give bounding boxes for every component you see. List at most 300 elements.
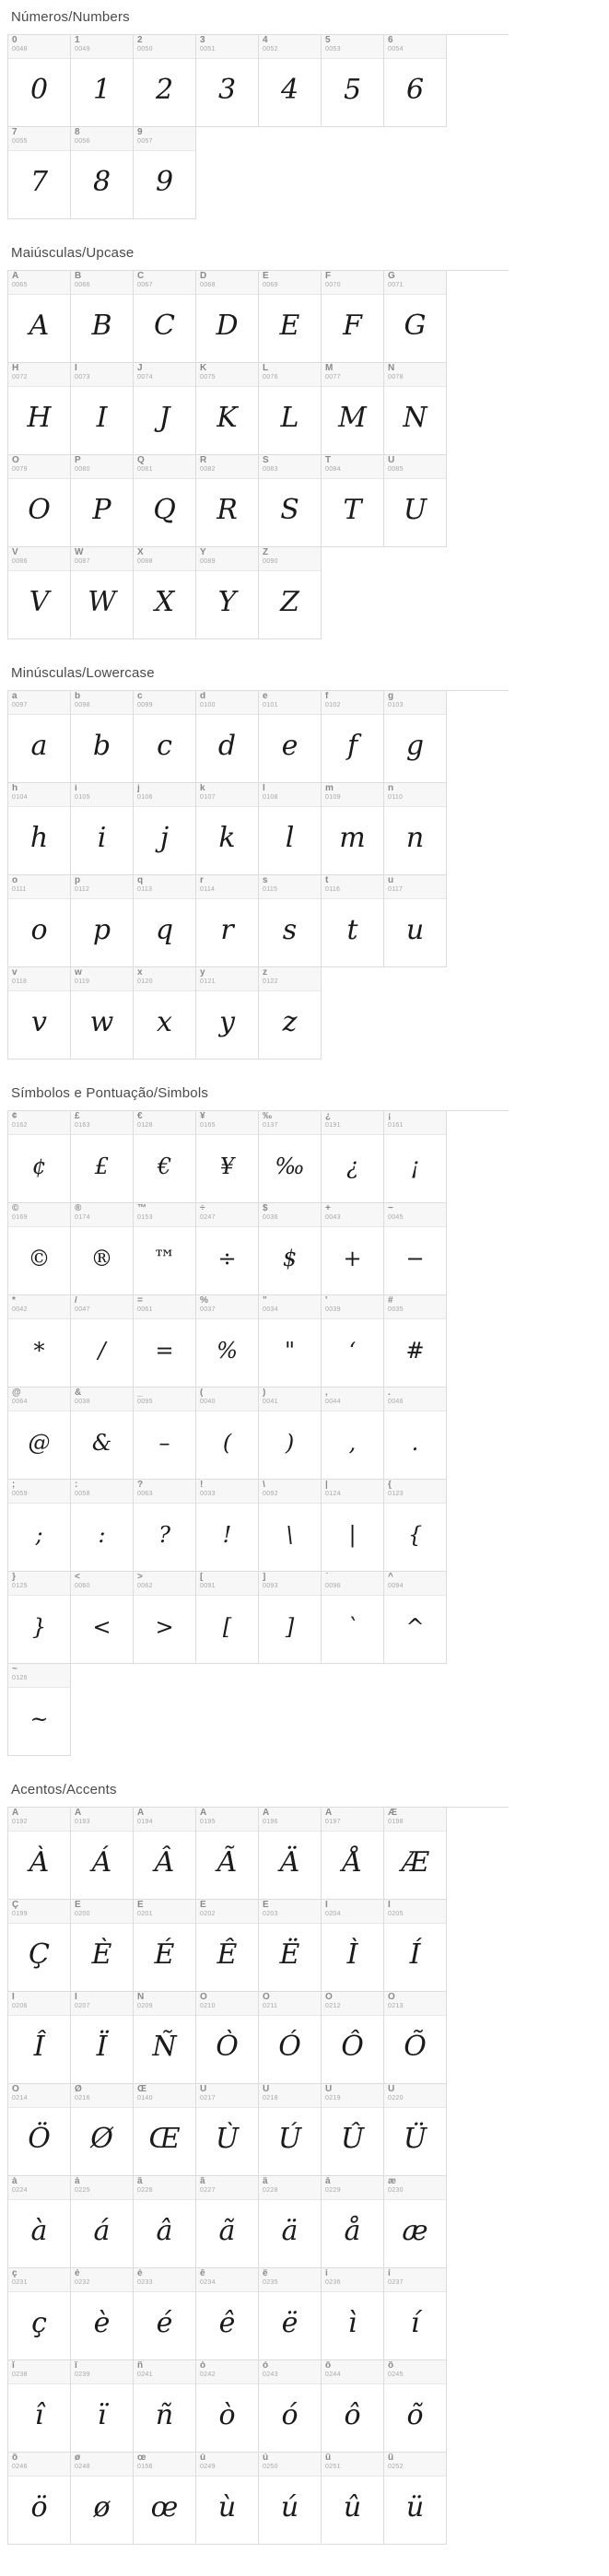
glyph-cell[interactable]	[259, 691, 322, 783]
glyph-cell[interactable]	[196, 1992, 259, 2084]
glyph-cell[interactable]	[71, 967, 134, 1060]
glyph-cell[interactable]	[8, 1388, 71, 1480]
glyph-cell[interactable]	[71, 1388, 134, 1480]
glyph-cell[interactable]	[134, 1295, 196, 1388]
glyph-cell[interactable]	[8, 2084, 71, 2176]
glyph-cell[interactable]	[384, 875, 447, 967]
glyph-character-label: Y	[200, 548, 206, 557]
glyph-cell-header	[196, 2453, 258, 2476]
glyph-preview: i	[97, 822, 107, 854]
glyph-code-label: 0205	[388, 1911, 404, 1917]
glyph-character-label: ¿	[325, 1112, 332, 1121]
glyph-cell-header	[384, 1203, 446, 1227]
glyph-preview: .	[411, 1429, 419, 1456]
glyph-preview: p	[92, 914, 111, 946]
glyph-cell[interactable]	[8, 363, 71, 455]
glyph-cell[interactable]	[196, 1480, 259, 1572]
glyph-cell[interactable]	[134, 455, 196, 547]
glyph-preview: Ç	[29, 1938, 50, 1971]
glyph-preview: Ñ	[152, 2031, 177, 2063]
glyph-cell[interactable]	[322, 2268, 384, 2360]
glyph-preview: #	[405, 1337, 425, 1364]
glyph-cell[interactable]	[259, 875, 322, 967]
glyph-cell[interactable]	[384, 1900, 447, 1992]
glyph-cell[interactable]	[259, 455, 322, 547]
glyph-cell[interactable]	[322, 1572, 384, 1664]
glyph-code-label: 0237	[388, 2279, 404, 2286]
glyph-character-label: )	[263, 1388, 266, 1398]
glyph-character-label: Ì	[325, 1901, 328, 1910]
glyph-cell[interactable]	[322, 363, 384, 455]
glyph-cell-header	[322, 1572, 383, 1596]
glyph-character-label: ]	[263, 1573, 266, 1582]
glyph-cell[interactable]	[259, 2268, 322, 2360]
glyph-cell[interactable]	[71, 1572, 134, 1664]
glyph-preview: ç	[31, 2307, 47, 2339]
glyph-preview: 2	[155, 74, 174, 106]
glyph-cell-header	[134, 691, 195, 715]
glyph-cell[interactable]	[259, 1572, 322, 1664]
glyph-cell-header	[322, 2084, 383, 2108]
glyph-character-label: ã	[200, 2177, 205, 2186]
glyph-cell[interactable]	[322, 875, 384, 967]
glyph-preview: O	[28, 494, 51, 526]
glyph-cell[interactable]	[322, 2360, 384, 2453]
glyph-preview: r	[220, 914, 234, 946]
glyph-cell-header	[71, 455, 133, 479]
glyph-cell[interactable]	[259, 1111, 322, 1203]
glyph-character-label: M	[325, 364, 334, 373]
glyph-cell[interactable]	[384, 2360, 447, 2453]
glyph-cell[interactable]	[196, 2176, 259, 2268]
glyph-cell[interactable]	[71, 1203, 134, 1295]
glyph-cell[interactable]	[322, 783, 384, 875]
glyph-character-label: {	[388, 1481, 392, 1490]
glyph-cell-header	[71, 967, 133, 991]
glyph-section-uppercase	[0, 236, 609, 639]
glyph-character-label: v	[12, 968, 18, 978]
glyph-cell[interactable]	[8, 1295, 71, 1388]
glyph-cell[interactable]	[71, 2084, 134, 2176]
glyph-cell[interactable]	[8, 1480, 71, 1572]
glyph-cell[interactable]	[196, 1808, 259, 1900]
glyph-cell[interactable]	[259, 1203, 322, 1295]
glyph-cell[interactable]	[196, 1295, 259, 1388]
glyph-preview: Í	[409, 1938, 421, 1971]
glyph-cell-header	[8, 1295, 70, 1319]
glyph-cell[interactable]	[134, 783, 196, 875]
glyph-cell[interactable]	[259, 271, 322, 363]
glyph-cell[interactable]	[384, 1992, 447, 2084]
glyph-cell[interactable]	[384, 1295, 447, 1388]
glyph-cell[interactable]	[384, 1388, 447, 1480]
glyph-cell[interactable]	[384, 35, 447, 127]
glyph-cell[interactable]	[196, 35, 259, 127]
glyph-cell[interactable]	[71, 363, 134, 455]
glyph-cell[interactable]	[134, 1203, 196, 1295]
glyph-code-label: 0070	[325, 282, 341, 288]
glyph-cell[interactable]	[384, 1480, 447, 1572]
glyph-code-label: 0109	[325, 794, 341, 801]
glyph-code-label: 0244	[325, 2371, 341, 2378]
glyph-cell[interactable]	[384, 363, 447, 455]
glyph-cell[interactable]	[384, 2176, 447, 2268]
glyph-cell[interactable]	[8, 2360, 71, 2453]
glyph-character-label: Ó	[263, 1993, 270, 2002]
glyph-cell[interactable]	[134, 363, 196, 455]
glyph-cell[interactable]	[259, 547, 322, 639]
glyph-cell[interactable]	[196, 2084, 259, 2176]
glyph-cell-header	[8, 783, 70, 807]
glyph-cell[interactable]	[322, 1900, 384, 1992]
glyph-preview: ó	[281, 2399, 299, 2431]
glyph-section-lowercase	[0, 656, 609, 1060]
glyph-cell-header	[134, 1480, 195, 1504]
glyph-cell-header	[71, 1992, 133, 2016]
glyph-cell[interactable]	[322, 1808, 384, 1900]
glyph-cell[interactable]	[134, 2268, 196, 2360]
glyph-cell[interactable]	[259, 2176, 322, 2268]
glyph-cell[interactable]	[259, 1992, 322, 2084]
glyph-character-label: ø	[75, 2453, 81, 2463]
glyph-character-label: }	[12, 1573, 16, 1582]
glyph-cell[interactable]	[71, 783, 134, 875]
glyph-preview: [	[222, 1613, 232, 1640]
glyph-preview: €	[157, 1153, 172, 1179]
glyph-character-label: >	[137, 1573, 143, 1582]
glyph-character-label: Ö	[12, 2085, 19, 2094]
glyph-cell[interactable]	[8, 2268, 71, 2360]
glyph-cell[interactable]	[259, 1480, 322, 1572]
glyph-cell[interactable]	[134, 1572, 196, 1664]
glyph-cell[interactable]	[259, 1388, 322, 1480]
glyph-code-label: 0058	[75, 1491, 90, 1497]
glyph-cell[interactable]	[196, 1111, 259, 1203]
glyph-preview: J	[158, 402, 170, 434]
glyph-cell[interactable]	[322, 1111, 384, 1203]
glyph-cell[interactable]	[8, 1992, 71, 2084]
glyph-cell[interactable]	[71, 2360, 134, 2453]
glyph-preview: ¿	[346, 1153, 358, 1179]
glyph-character-label: L	[263, 364, 269, 373]
glyph-cell[interactable]	[134, 1900, 196, 1992]
glyph-cell[interactable]	[134, 2176, 196, 2268]
glyph-cell[interactable]	[259, 2084, 322, 2176]
glyph-cell-header	[259, 783, 321, 807]
glyph-character-label: T	[325, 456, 332, 465]
glyph-cell-header	[71, 2084, 133, 2108]
glyph-code-label: 0140	[137, 2095, 153, 2102]
glyph-cell[interactable]	[8, 691, 71, 783]
glyph-cell[interactable]	[384, 783, 447, 875]
glyph-preview: ¢	[31, 1153, 47, 1179]
glyph-cell[interactable]	[196, 547, 259, 639]
glyph-code-label: 0091	[200, 1583, 216, 1589]
glyph-cell[interactable]	[322, 1203, 384, 1295]
glyph-code-label: 0100	[200, 702, 216, 708]
glyph-cell[interactable]	[8, 2453, 71, 2545]
glyph-cell-header	[134, 2176, 195, 2200]
glyph-cell[interactable]	[322, 2084, 384, 2176]
glyph-code-label: 0059	[12, 1491, 28, 1497]
glyph-cell-header	[384, 271, 446, 295]
glyph-code-label: 0234	[200, 2279, 216, 2286]
glyph-cell[interactable]	[134, 2360, 196, 2453]
glyph-code-label: 0228	[263, 2187, 278, 2194]
glyph-cell[interactable]	[8, 271, 71, 363]
glyph-cell[interactable]	[8, 967, 71, 1060]
glyph-code-label: 0194	[137, 1819, 153, 1825]
glyph-cell[interactable]	[71, 875, 134, 967]
glyph-character-label: C	[137, 272, 145, 281]
glyph-cell[interactable]	[71, 1480, 134, 1572]
glyph-cell[interactable]	[134, 875, 196, 967]
glyph-code-label: 0198	[388, 1819, 404, 1825]
glyph-cell[interactable]	[134, 2453, 196, 2545]
glyph-character-label: l	[263, 784, 265, 793]
glyph-cell[interactable]	[196, 783, 259, 875]
glyph-cell[interactable]	[71, 1808, 134, 1900]
glyph-cell[interactable]	[259, 363, 322, 455]
glyph-cell-header	[8, 2084, 70, 2108]
glyph-code-label: 0231	[12, 2279, 28, 2286]
glyph-character-label: .	[388, 1388, 391, 1398]
glyph-preview: e	[281, 730, 299, 762]
glyph-cell-header	[259, 875, 321, 899]
glyph-cell[interactable]	[71, 35, 134, 127]
glyph-code-label: 0214	[12, 2095, 28, 2102]
glyph-cell[interactable]	[322, 2453, 384, 2545]
glyph-preview: Ë	[279, 1938, 300, 1971]
glyph-cell-header	[71, 363, 133, 387]
glyph-cell-header	[322, 2453, 383, 2476]
glyph-preview: d	[217, 730, 237, 762]
glyph-code-label: 0084	[325, 466, 341, 473]
glyph-character-label: U	[388, 456, 395, 465]
glyph-cell[interactable]	[8, 547, 71, 639]
glyph-cell[interactable]	[196, 691, 259, 783]
glyph-cell[interactable]	[134, 1480, 196, 1572]
glyph-character-label: V	[12, 548, 18, 557]
glyph-cell[interactable]	[8, 35, 71, 127]
glyph-character-label: ™	[137, 1204, 146, 1213]
glyph-cell[interactable]	[8, 455, 71, 547]
glyph-cell-header	[196, 2360, 258, 2384]
glyph-code-label: 0236	[325, 2279, 341, 2286]
glyph-cell[interactable]	[322, 35, 384, 127]
glyph-character-label: |	[325, 1481, 328, 1490]
glyph-character-label: Á	[75, 1809, 82, 1818]
glyph-cell[interactable]	[196, 2453, 259, 2545]
glyph-cell[interactable]	[384, 271, 447, 363]
glyph-cell[interactable]	[384, 2084, 447, 2176]
glyph-cell[interactable]	[259, 2360, 322, 2453]
glyph-cell[interactable]	[196, 1203, 259, 1295]
glyph-cell[interactable]	[259, 967, 322, 1060]
glyph-preview: )	[285, 1429, 295, 1456]
glyph-cell[interactable]	[8, 1111, 71, 1203]
glyph-preview: −	[405, 1245, 425, 1271]
glyph-cell[interactable]	[8, 2176, 71, 2268]
glyph-cell[interactable]	[322, 1295, 384, 1388]
glyph-cell-header	[384, 455, 446, 479]
glyph-cell[interactable]	[322, 1480, 384, 1572]
glyph-cell[interactable]	[8, 1808, 71, 1900]
glyph-cell[interactable]	[71, 2268, 134, 2360]
glyph-cell[interactable]	[196, 875, 259, 967]
glyph-cell[interactable]	[8, 875, 71, 967]
glyph-cell[interactable]	[384, 1203, 447, 1295]
glyph-cell-header	[322, 1111, 383, 1135]
glyph-character-label: ÷	[200, 1204, 205, 1213]
glyph-preview: "	[284, 1337, 296, 1364]
glyph-code-label: 0065	[12, 282, 28, 288]
glyph-cell[interactable]	[71, 271, 134, 363]
glyph-cell[interactable]	[71, 2453, 134, 2545]
glyph-cell-header	[259, 1900, 321, 1924]
glyph-cell[interactable]	[71, 2176, 134, 2268]
glyph-character-label: ê	[200, 2269, 205, 2278]
glyph-cell[interactable]	[134, 691, 196, 783]
glyph-preview: z	[282, 1006, 298, 1038]
glyph-preview: Ó	[278, 2031, 301, 2063]
glyph-cell-header	[134, 363, 195, 387]
glyph-cell[interactable]	[196, 1388, 259, 1480]
glyph-preview: *	[33, 1337, 45, 1364]
glyph-cell[interactable]	[71, 1295, 134, 1388]
glyph-cell-header	[322, 1388, 383, 1411]
glyph-code-label: 0061	[137, 1306, 153, 1313]
glyph-character-label: :	[75, 1481, 78, 1490]
glyph-cell[interactable]	[71, 1111, 134, 1203]
glyph-cell[interactable]	[384, 1808, 447, 1900]
glyph-preview: Ã	[217, 1846, 238, 1879]
glyph-character-label: Ä	[263, 1809, 270, 1818]
glyph-cell-header	[259, 1295, 321, 1319]
glyph-cell[interactable]	[71, 547, 134, 639]
glyph-cell[interactable]	[384, 2453, 447, 2545]
glyph-preview: ;	[35, 1521, 43, 1548]
glyph-code-label: 0209	[137, 2003, 153, 2009]
glyph-cell-header	[134, 127, 195, 151]
glyph-cell[interactable]	[384, 691, 447, 783]
glyph-cell[interactable]	[196, 455, 259, 547]
glyph-cell[interactable]	[322, 271, 384, 363]
glyph-cell[interactable]	[134, 2084, 196, 2176]
glyph-preview: |	[348, 1521, 357, 1548]
glyph-cell[interactable]	[322, 455, 384, 547]
glyph-cell[interactable]	[384, 2268, 447, 2360]
glyph-code-label: 0218	[263, 2095, 278, 2102]
glyph-preview: @	[28, 1429, 51, 1456]
glyph-code-label: 0075	[200, 374, 216, 381]
glyph-preview: À	[29, 1846, 50, 1879]
glyph-cell[interactable]	[196, 2268, 259, 2360]
glyph-cell[interactable]	[134, 1992, 196, 2084]
glyph-cell[interactable]	[134, 1388, 196, 1480]
glyph-cell-header	[322, 271, 383, 295]
glyph-cell-header	[322, 455, 383, 479]
glyph-cell[interactable]	[71, 455, 134, 547]
glyph-cell[interactable]	[134, 547, 196, 639]
glyph-cell[interactable]	[196, 1900, 259, 1992]
glyph-character-label: è	[75, 2269, 80, 2278]
glyph-cell[interactable]	[259, 2453, 322, 2545]
glyph-cell[interactable]	[8, 1572, 71, 1664]
glyph-cell[interactable]	[134, 35, 196, 127]
glyph-preview: Û	[340, 2123, 365, 2155]
glyph-cell-header	[259, 1480, 321, 1504]
glyph-cell[interactable]	[71, 691, 134, 783]
glyph-cell[interactable]	[322, 1388, 384, 1480]
glyph-cell[interactable]	[134, 1808, 196, 1900]
glyph-character-label: q	[137, 876, 144, 885]
glyph-cell[interactable]	[134, 271, 196, 363]
glyph-cell-header	[322, 1900, 383, 1924]
glyph-cell[interactable]	[384, 1572, 447, 1664]
glyph-cell[interactable]	[8, 1203, 71, 1295]
glyph-code-label: 0116	[325, 886, 341, 893]
glyph-cell[interactable]	[196, 363, 259, 455]
glyph-cell-header	[71, 1480, 133, 1504]
glyph-preview: ?	[158, 1521, 170, 1548]
glyph-cell[interactable]	[322, 691, 384, 783]
glyph-cell[interactable]	[322, 1992, 384, 2084]
glyph-cell[interactable]	[196, 967, 259, 1060]
glyph-character-label: ó	[263, 2361, 269, 2371]
glyph-cell[interactable]	[259, 1900, 322, 1992]
glyph-cell[interactable]	[8, 1664, 71, 1756]
glyph-section-accents	[0, 1773, 609, 2545]
glyph-preview: D	[216, 310, 239, 342]
glyph-cell[interactable]	[71, 1992, 134, 2084]
glyph-cell-header	[259, 2360, 321, 2384]
glyph-cell[interactable]	[134, 1111, 196, 1203]
glyph-cell-header	[384, 2360, 446, 2384]
glyph-preview: Ò	[216, 2031, 239, 2063]
glyph-cell[interactable]	[259, 35, 322, 127]
glyph-cell[interactable]	[384, 1111, 447, 1203]
glyph-cell[interactable]	[259, 783, 322, 875]
glyph-cell-header	[322, 35, 383, 59]
glyph-cell[interactable]	[8, 783, 71, 875]
glyph-cell[interactable]	[196, 271, 259, 363]
glyph-cell[interactable]	[259, 1808, 322, 1900]
glyph-cell[interactable]	[8, 1900, 71, 1992]
glyph-cell[interactable]	[196, 1572, 259, 1664]
glyph-cell[interactable]	[134, 967, 196, 1060]
glyph-cell-header	[384, 1388, 446, 1411]
glyph-cell[interactable]	[384, 455, 447, 547]
glyph-cell[interactable]	[8, 127, 71, 219]
glyph-character-label: p	[75, 876, 81, 885]
glyph-cell[interactable]	[322, 2176, 384, 2268]
glyph-cell[interactable]	[196, 2360, 259, 2453]
glyph-cell[interactable]	[71, 127, 134, 219]
glyph-code-label: 0088	[137, 558, 153, 565]
glyph-cell-header	[71, 1808, 133, 1832]
glyph-code-label: 0038	[75, 1399, 90, 1405]
glyph-code-label: 0079	[12, 466, 28, 473]
glyph-cell[interactable]	[259, 1295, 322, 1388]
glyph-character-label: Ú	[263, 2085, 270, 2094]
glyph-character-label: ;	[12, 1481, 16, 1490]
glyph-cell[interactable]	[134, 127, 196, 219]
glyph-character-label: d	[200, 692, 206, 701]
glyph-cell[interactable]	[71, 1900, 134, 1992]
glyph-preview: ^	[405, 1613, 425, 1640]
glyph-character-label: R	[200, 456, 207, 465]
